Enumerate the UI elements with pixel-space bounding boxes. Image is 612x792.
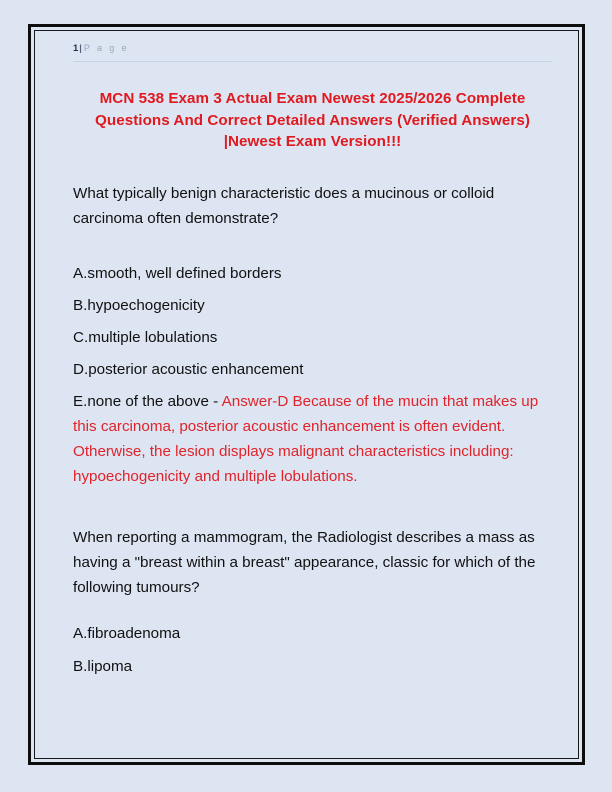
- spacer: [73, 489, 552, 525]
- page-border-outer: [28, 24, 585, 765]
- question-1-answer-text: Answer-D Because of the mucin that makes up this carcinoma, posterior acoustic enhancement is often evident. Otherwise, the lesion displays malignant characteristics including: hypoechogenicity and multiple lobulations.: [73, 393, 539, 485]
- spacer: [73, 600, 552, 617]
- question-1-prompt: What typically benign characteristic does a mucinous or colloid carcinoma often demonstrate?: [73, 184, 495, 227]
- question-2-prompt: When reporting a mammogram, the Radiologist describes a mass as having a "breast within a breast" appearance, classic for which of the following tumours?: [73, 529, 536, 596]
- question-1-option-a: A.smooth, well defined borders: [73, 265, 282, 282]
- question-2-option-b: B.lipoma: [73, 658, 133, 675]
- document-title: MCN 538 Exam 3 Actual Exam Newest 2025/2026 Complete Questions And Correct Detailed Answers (Verified Answers) |Newest Exam Version!!!: [95, 90, 530, 150]
- question-1-option-c: C.multiple lobulations: [73, 329, 218, 346]
- question-1-option-d: D.posterior acoustic enhancement: [73, 361, 304, 378]
- page-border-inner: [34, 30, 579, 759]
- page-number: 1: [73, 43, 79, 54]
- page-content: [35, 31, 578, 758]
- page-running-header: [73, 41, 552, 62]
- question-1-answer-line: [73, 386, 552, 490]
- questions-body: [73, 181, 552, 684]
- question-1-option-e-label: E.none of the above -: [73, 393, 222, 410]
- page-header-label: P a g e: [83, 43, 129, 53]
- question-2-option-a: A.fibroadenoma: [73, 625, 181, 642]
- page-header-separator: |: [79, 43, 82, 53]
- spacer: [73, 231, 552, 258]
- question-1-option-b: B.hypoechogenicity: [73, 297, 205, 314]
